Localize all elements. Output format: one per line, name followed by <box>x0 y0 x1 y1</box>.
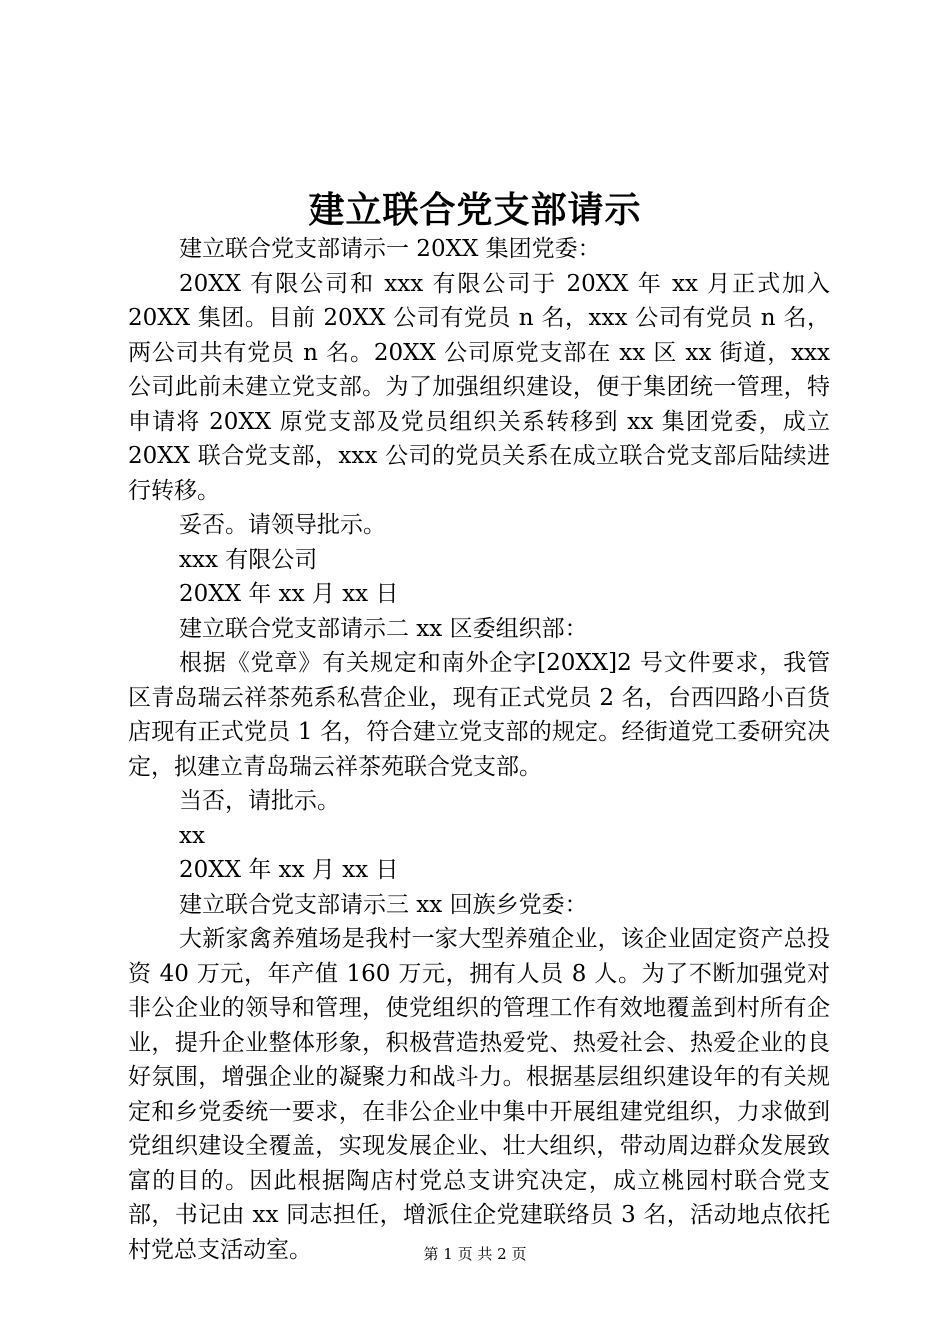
document-title: 建立联合党支部请示 <box>308 189 642 231</box>
paragraph-request-3-heading: 建立联合党支部请示三 xx 回族乡党委： <box>179 891 588 918</box>
paragraph-request-1-closing: 妥否。请领导批示。 <box>179 512 386 538</box>
paragraph-request-3-body: 大新家禽养殖场是我村一家大型养殖企业，该企业固定资产总投资 40 万元，年产值 160 万元，拥有人员 8 人。为了不断加强党对非公企业的领导和管理，使党组织的管理工作有效地覆盖到村所有企业，提升企业整体形象，积极营造热爱党、热爱社会、热爱企业的良好氛围，增强企业的凝聚力和战斗力。根据基层组织建设年的有关规定和乡党委统一要求，在非公企业中集中开展组建党组织，力求做到党组织建设全覆盖，实现发展企业、壮大组织，带动周边群众发展致富的目的。因此根据陶店村党总支讲究决定，成立桃园村联合党支部，书记由 xx 同志担任，增派住企党建联络员 3 名，活动地点依托村党总支活动室。 <box>128 926 830 1263</box>
paragraph-request-2-date: 20XX 年 xx 月 xx 日 <box>179 857 399 883</box>
paragraph-request-1-heading: 建立联合党支部请示一 20XX 集团党委： <box>179 236 601 262</box>
paragraph-request-2-body: 根据《党章》有关规定和南外企字[20XX]2 号文件要求，我管区青岛瑞云祥茶苑系私营企业，现有正式党员 2 名，台西四路小百货店现有正式党员 1 名，符合建立党支部的规定。经街道党工委研究决定，拟建立青岛瑞云祥茶苑联合党支部。 <box>128 650 830 780</box>
paragraph-request-2-heading: 建立联合党支部请示二 xx 区委组织部： <box>179 615 588 642</box>
paragraph-request-1-date: 20XX 年 xx 月 xx 日 <box>179 581 399 607</box>
paragraph-request-2-signer: xx <box>179 822 205 849</box>
paragraph-request-2-closing: 当否，请批示。 <box>179 788 340 814</box>
paragraph-request-1-body: 20XX 有限公司和 xxx 有限公司于 20XX 年 xx 月正式加入 20XX 集团。目前 20XX 公司有党员 n 名，xxx 公司有党员 n 名，两公司共有党员 n 名。20XX 公司原党支部在 xx 区 xx 街道，xxx 公司此前未建立党支部。为了加强组织建设，便于集团统一管理，特申请将 20XX 原党支部及党员组织关系转移到 xx 集团党委，成立 20XX 联合党支部，xxx 公司的党员关系在成立联合党支部后陆续进行转移。 <box>128 270 830 504</box>
page-number-footer: 第 1 页 共 2 页 <box>423 1245 527 1263</box>
paragraph-request-1-signer: xxx 有限公司 <box>179 546 318 573</box>
document-body <box>128 232 830 1267</box>
